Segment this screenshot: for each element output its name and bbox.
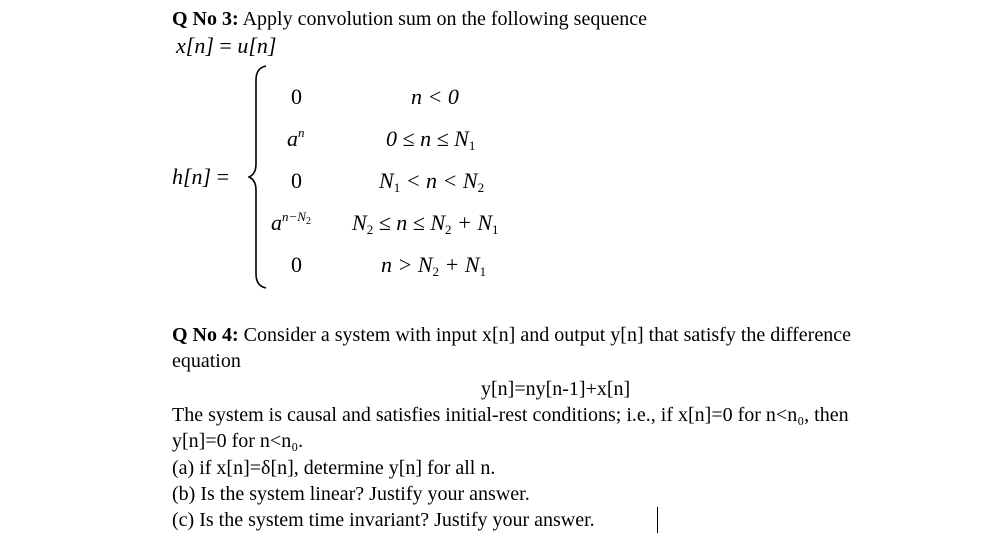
x-def-lhs: x[n] xyxy=(176,33,214,58)
h-lhs xyxy=(172,164,229,190)
case-1-value: 0 xyxy=(291,84,302,109)
q4-part-c[interactable]: (c) Is the system time invariant? Justify your answer. xyxy=(172,509,595,531)
case-3-cond-p2-sub: 2 xyxy=(477,180,485,195)
q3-label: Q No 3: xyxy=(172,8,239,30)
q4-part-a: (a) if x[n]=δ[n], determine y[n] for all n. xyxy=(172,457,496,479)
q4-text-line1: Consider a system with input x[n] and output y[n] that satisfy the difference xyxy=(243,324,851,346)
case-3-cond xyxy=(379,168,484,194)
case-5-cond xyxy=(381,252,486,278)
case-4-cond-p3: + N xyxy=(451,210,493,235)
case-4-cond-p1: N xyxy=(352,210,367,235)
case-5-cond-p2: + N xyxy=(439,252,480,277)
q4-label: Q No 4: xyxy=(172,324,239,346)
case-4-cond xyxy=(352,210,499,236)
q4-line4: y[n]=0 for n<n₀. xyxy=(172,430,304,452)
q4-text-line2: equation xyxy=(172,350,241,372)
case-3-cond-p1-sub: 1 xyxy=(393,180,401,195)
case-3-cond-p2: < n < N xyxy=(400,168,478,193)
case-5-cond-p1-sub: 2 xyxy=(432,264,440,279)
x-def-eq: = xyxy=(219,33,232,58)
q3-text: Apply convolution sum on the following sequence xyxy=(242,8,647,30)
q4-equation: y[n]=ny[n-1]+x[n] xyxy=(481,378,631,400)
case-4-cond-p1-sub: 2 xyxy=(366,222,374,237)
case-4-base: a xyxy=(271,210,282,235)
x-def-rhs: u[n] xyxy=(237,33,277,58)
case-4-cond-p3-sub: 1 xyxy=(492,222,499,237)
case-4-cond-p2-sub: 2 xyxy=(445,222,452,237)
q4-line3: The system is causal and satisfies initial-rest conditions; i.e., if x[n]=0 for n<n₀, then xyxy=(172,404,849,426)
case-5-cond-p2-sub: 1 xyxy=(479,264,487,279)
case-1-cond: n < 0 xyxy=(411,84,459,109)
case-2-base: a xyxy=(287,126,298,151)
case-4-cond-p2: ≤ n ≤ N xyxy=(373,210,446,235)
case-5-cond-p1: n > N xyxy=(381,252,433,277)
case-2-cond-sub: 1 xyxy=(468,138,476,153)
case-4-sup-sub: 2 xyxy=(305,216,311,227)
case-4-value xyxy=(271,210,311,236)
case-4-sup: n−N xyxy=(282,209,306,224)
q4-heading xyxy=(172,323,851,347)
case-2-cond-main: 0 ≤ n ≤ N xyxy=(386,126,469,151)
h-lhs-text: h[n] xyxy=(172,164,212,189)
case-2-cond xyxy=(386,126,475,152)
case-3-value: 0 xyxy=(291,168,302,193)
q4-part-b: (b) Is the system linear? Justify your answer. xyxy=(172,483,530,505)
h-eq: = xyxy=(216,164,230,189)
text-cursor xyxy=(657,507,658,533)
q3-heading xyxy=(172,7,647,31)
case-2-sup: n xyxy=(298,125,305,140)
case-3-cond-p1: N xyxy=(379,168,394,193)
x-definition xyxy=(176,33,276,59)
left-brace xyxy=(248,64,270,290)
case-5-value: 0 xyxy=(291,252,302,277)
case-2-value xyxy=(287,126,305,152)
